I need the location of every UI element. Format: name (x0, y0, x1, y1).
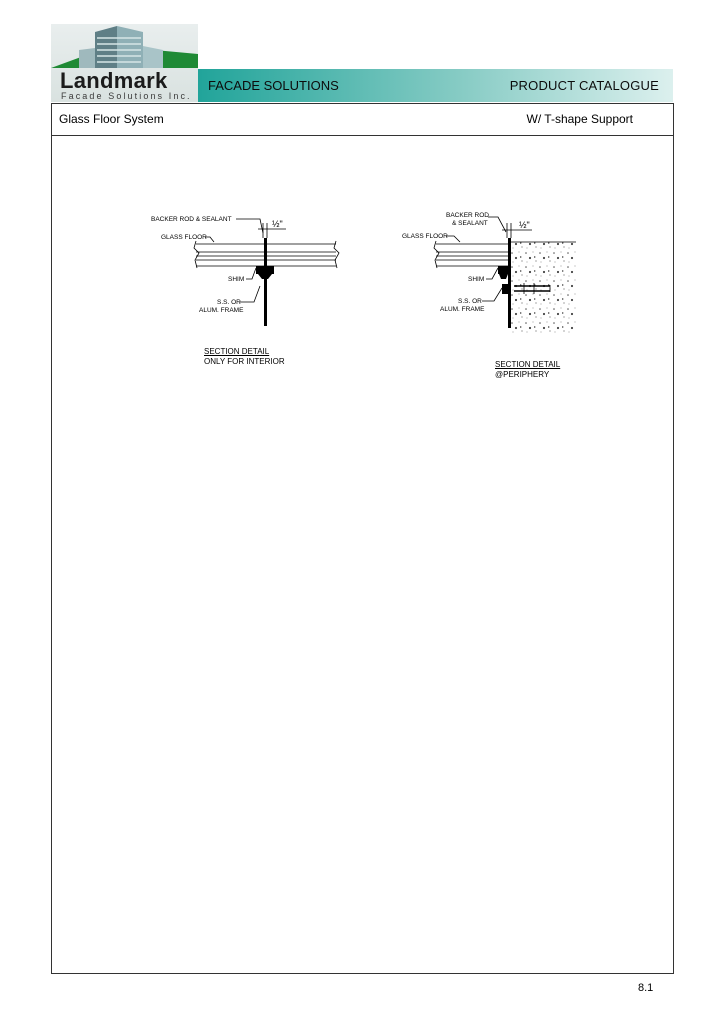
header-banner (198, 69, 673, 102)
label-and-sealant: & SEALANT (452, 220, 488, 227)
caption-interior-subtitle: ONLY FOR INTERIOR (204, 357, 285, 366)
logo-name: Landmark (60, 68, 168, 93)
label-backer-rod: BACKER ROD (446, 212, 489, 219)
label-glass-floor: GLASS FLOOR (402, 233, 448, 240)
caption-periphery (495, 360, 560, 380)
logo-subtitle: Facade Solutions Inc. (61, 91, 192, 101)
support-subtitle: W/ T-shape Support (526, 112, 633, 126)
section-detail-periphery-drawing (398, 208, 583, 336)
caption-periphery-title: SECTION DETAIL (495, 360, 561, 369)
system-title: Glass Floor System (59, 112, 164, 126)
label-shim: SHIM (468, 276, 485, 283)
caption-periphery-subtitle: @PERIPHERY (495, 370, 550, 379)
title-bar (52, 104, 673, 136)
label-backer-rod-sealant: BACKER ROD & SEALANT (151, 216, 232, 223)
banner-product-catalogue: PRODUCT CATALOGUE (509, 78, 659, 93)
label-frame-line1: S.S. OR (458, 298, 482, 305)
label-frame-line1: S.S. OR (217, 299, 241, 306)
label-frame-line2: ALUM. FRAME (199, 307, 244, 314)
company-logo (51, 24, 198, 102)
dimension-label: ½" (519, 220, 530, 230)
label-shim: SHIM (228, 276, 245, 283)
label-glass-floor: GLASS FLOOR (161, 234, 207, 241)
caption-interior (204, 347, 285, 367)
caption-interior-title: SECTION DETAIL (204, 347, 270, 356)
banner-facade-solutions: FACADE SOLUTIONS (208, 78, 339, 93)
dimension-label: ½" (272, 219, 283, 229)
building-logo-icon (51, 24, 198, 72)
page-number: 8.1 (638, 982, 654, 994)
section-detail-interior-drawing (148, 208, 343, 330)
label-frame-line2: ALUM. FRAME (440, 306, 485, 313)
